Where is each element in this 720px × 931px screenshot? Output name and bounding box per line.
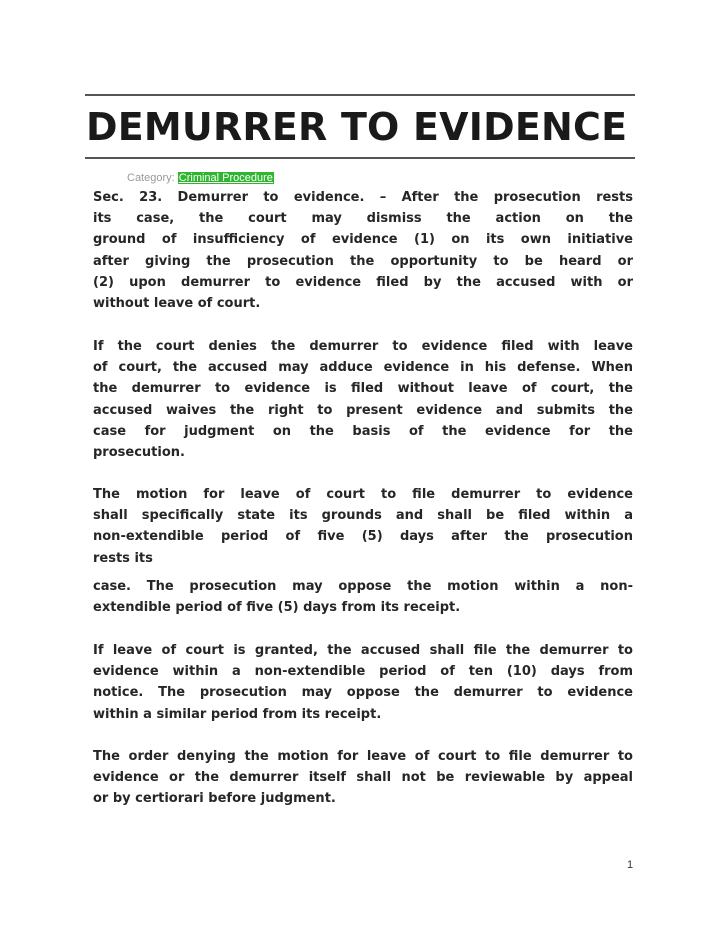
paragraph-line: notice. The prosecution may oppose the demurrer to evidence xyxy=(93,685,633,701)
page-title: DEMURRER TO EVIDENCE xyxy=(86,105,628,149)
paragraph-2 xyxy=(93,336,633,463)
paragraph-line: case for judgment on the basis of the evidence for the xyxy=(93,423,633,439)
paragraph-line: shall specifically state its grounds and shall be filed within a xyxy=(93,508,633,524)
paragraph-3 xyxy=(93,484,633,569)
paragraph-line: case. The prosecution may oppose the motion within a non- xyxy=(93,579,633,594)
paragraph-line: extendible period of five (5) days from its receipt. xyxy=(93,600,461,616)
paragraph-1 xyxy=(93,187,633,314)
paragraph-line: (2) upon demurrer to evidence filed by the accused with or xyxy=(93,274,633,290)
paragraph-line: its case, the court may dismiss the action on the xyxy=(93,211,633,227)
category-label: Category: xyxy=(127,172,175,184)
paragraph-4 xyxy=(93,576,633,618)
paragraph-line: accused waives the right to present evidence and submits the xyxy=(93,402,633,418)
title-underline-rule xyxy=(85,157,635,159)
paragraph-line: ground of insufficiency of evidence (1) on its own initiative xyxy=(93,232,633,248)
paragraph-line: The motion for leave of court to file demurrer to evidence xyxy=(93,487,633,502)
paragraph-line: within a similar period from its receipt. xyxy=(93,706,382,722)
paragraph-line: non-extendible period of five (5) days after the prosecution xyxy=(93,529,633,545)
paragraph-line: Sec. 23. Demurrer to evidence. – After the prosecution rests xyxy=(93,190,633,205)
category-line xyxy=(127,171,274,186)
paragraph-line: of court, the accused may adduce evidence in his defense. When xyxy=(93,360,633,376)
paragraph-line: prosecution. xyxy=(93,445,185,461)
paragraph-line: If leave of court is granted, the accused shall file the demurrer to xyxy=(93,643,633,658)
page-number: 1 xyxy=(627,859,634,871)
paragraph-line: evidence or the demurrer itself shall not be reviewable by appeal xyxy=(93,770,633,786)
paragraph-line: If the court denies the demurrer to evidence filed with leave xyxy=(93,339,633,354)
category-link-criminal-procedure[interactable]: Criminal Procedure xyxy=(178,172,273,184)
paragraph-5 xyxy=(93,640,633,725)
paragraph-line: the demurrer to evidence is filed without leave of court, the xyxy=(93,381,633,397)
paragraph-line: or by certiorari before judgment. xyxy=(93,791,336,807)
paragraph-line: The order denying the motion for leave of court to file demurrer to xyxy=(93,749,633,764)
paragraph-line: rests its xyxy=(93,550,153,566)
paragraph-line: without leave of court. xyxy=(93,296,261,312)
top-rule xyxy=(85,94,635,96)
paragraph-line: after giving the prosecution the opportunity to be heard or xyxy=(93,253,633,269)
paragraph-line: evidence within a non-extendible period of ten (10) days from xyxy=(93,664,633,680)
paragraph-6 xyxy=(93,746,633,810)
